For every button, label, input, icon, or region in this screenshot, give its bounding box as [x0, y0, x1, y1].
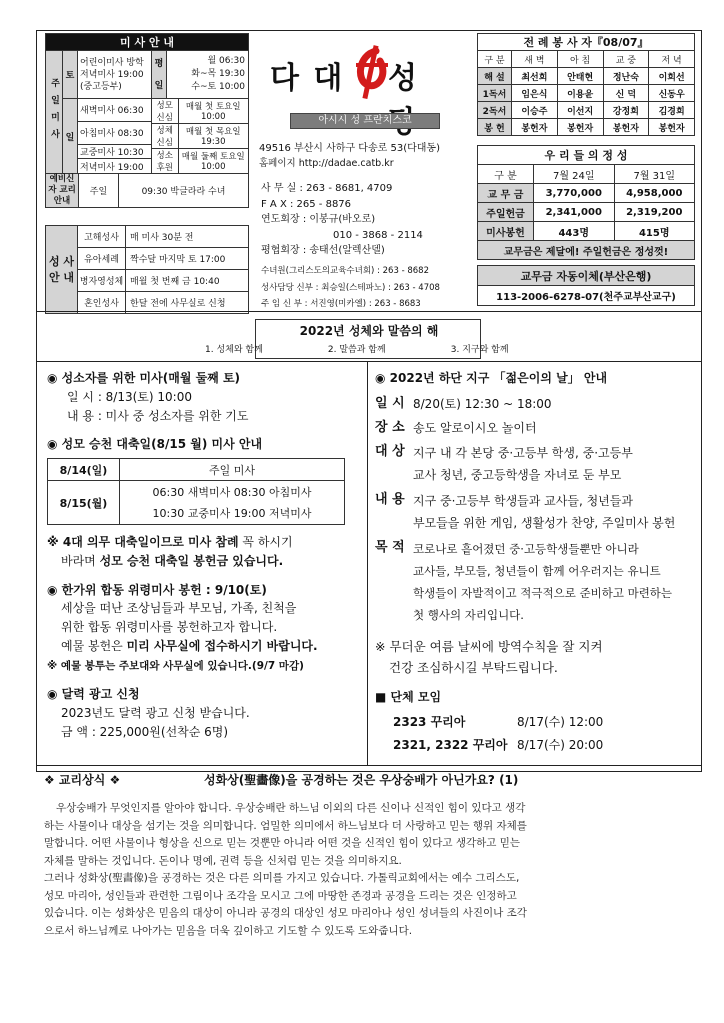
- right-column: [375, 369, 697, 757]
- transfer-account: 113-2006-6278-07(천주교부산교구): [478, 286, 695, 306]
- sunday-mass-3: 교중미사 10:30: [78, 144, 152, 159]
- saturday-label: 토: [63, 51, 78, 99]
- contact-council: 평협회장 : 송태선(알렉산델): [261, 245, 385, 256]
- offering-title: 우 리 들 의 정 성: [478, 146, 695, 165]
- servers-title: 전 례 봉 사 자『08/07』: [478, 34, 695, 51]
- sacrament-desc-3: 매월 첫 번째 금 10:40: [126, 270, 249, 292]
- offering-h2: 7월 31일: [614, 165, 695, 184]
- divider-mid: [37, 361, 701, 362]
- vocation-mass-title: ◉ 성소자를 위한 미사(매월 둘째 토): [47, 371, 241, 385]
- group-meeting-item: 2323 꾸리아 8/17(수) 12:00: [393, 715, 604, 729]
- catechumen-label: 예비신자 교리안내: [46, 174, 79, 208]
- liturgy-servers-box: [477, 33, 695, 136]
- extra-convent: 수녀원(그리스도의교육수녀회) : 263 - 8682: [261, 266, 429, 276]
- contact-yeondo: 연도회장 : 이봉규(바오로): [261, 214, 376, 225]
- catechism-label: ❖ 교리상식 ❖: [44, 773, 121, 787]
- sacrament-box: [45, 225, 249, 314]
- sacrament-name-1: 고해성사: [78, 226, 126, 248]
- weekday-masses: 월 06:30 화~목 19:30 수~토 10:00: [167, 51, 249, 99]
- patron-name: 아시시 성 프란치스코: [318, 115, 412, 126]
- auto-transfer-box: [477, 265, 695, 306]
- youth-day-item: 대 상 지구 내 각 본당 중·고등부 학생, 중·고등부 교사 청년, 중고등학생을 자녀로 둔 부모: [375, 444, 633, 482]
- youth-day-item: 일 시 8/20(토) 12:30 ~ 18:00: [375, 396, 552, 411]
- sacrament-name-3: 병자영성체: [78, 270, 126, 292]
- assumption-note-2: 바라며 성모 승천 대축일 봉헌금 있습니다.: [61, 554, 284, 568]
- memorial-mass-title: ◉ 한가위 합동 위령미사 봉헌 : 9/10(토): [47, 583, 267, 597]
- patron-bar: [290, 113, 440, 129]
- special-masses: 성모 신심 매월 첫 토요일 10:00 성체 신심 매월 첫 목요일 19:30 성소 후원 매월 둘째 토요일 10:00: [152, 99, 249, 174]
- vocation-mass-date: 일 시 : 8/13(토) 10:00: [67, 390, 192, 404]
- calendar-ad-line-1: 2023년도 달력 광고 신청 받습니다.: [61, 706, 250, 720]
- sunday-mass-label: 주일미사: [46, 51, 63, 174]
- parish-name-left: 다 대: [270, 61, 345, 96]
- divider-bottom: [37, 765, 701, 766]
- extra-sacrament-priest: 성사담당 신부 : 최승일(스테파노) : 263 - 4708: [261, 282, 440, 293]
- sacrament-desc-4: 한달 전에 사무실로 신청: [126, 292, 249, 314]
- offering-h1: 7월 24일: [534, 165, 615, 184]
- parish-contacts: [261, 181, 423, 259]
- sunday-mass-4: 저녁미사 19:00: [78, 159, 152, 174]
- catechism-body: 우상숭배가 무엇인지를 알아야 합니다. 우상숭배란 하느님 이외의 다른 신이나 신적인 힘이 있다고 생각 하는 사물이나 대상을 섬기는 것을 의미합니다. 엄밀한 의미에서 하느님보다 더 사랑하고 믿는 행위 자체를 말합니다. 어떤 사물이나 형상을 신으로 믿는 것뿐만 아니라 어떤 것을 신적인 힘이 있다고 생각하고 믿는 자체를 말하는 것입니다. 돈이나 명예, 권력 등을 신처럼 믿는 것을 의미하지요. 그러나 성화상(聖畵像)을 공경하는 것은 다른 의미를 가지고 있습니다. 가톨릭교회에서는 예수 그리스도, 성모 마리아, 성인들과 관련한 그림이나 조각을 모시고 그에 마땅한 존경과 공경을 드리는 것은 인정하고 있습니다. 이는 성화상은 믿음의 대상이 아니라 공경의 대상인 성모 마리아나 성인 성녀들의 사진이나 조각 으로서 하느님께로 나아가는 믿음을 더욱 깊이하고 기도할 수 있도록 도와줍니다.: [44, 802, 527, 937]
- saturday-masses: 어린이미사 방학 저녁미사 19:00 (중고등부): [78, 51, 152, 99]
- servers-row: 봉 헌 봉헌자 봉헌자 봉헌자 봉헌자: [478, 119, 695, 136]
- sunday-day-label: 일: [63, 99, 78, 174]
- sunday-mass-2: 아침미사 08:30: [78, 121, 152, 144]
- youth-day-item: 장 소 송도 알로이시오 놀이터: [375, 420, 537, 435]
- offering-h0: 구 분: [478, 165, 534, 184]
- mass-title: 미 사 안 내: [46, 34, 249, 51]
- banner-item-2: 2. 말씀과 함께: [327, 345, 386, 355]
- banner-items: [205, 342, 509, 355]
- group-meeting-item: 2321, 2322 꾸리아 8/17(수) 20:00: [393, 738, 604, 752]
- contact-office: 사 무 실 : 263 - 8681, 4709: [261, 183, 393, 194]
- memorial-note: ※ 예물 봉투는 주보대와 사무실에 있습니다.(9/7 마감): [47, 660, 304, 672]
- parish-logo: [270, 45, 460, 105]
- banner-item-1: 1. 성체와 함께: [205, 345, 263, 355]
- servers-h4: 저 녁: [649, 51, 695, 68]
- offering-row: 교 무 금 3,770,000 4,958,000: [478, 184, 695, 203]
- youth-day-title: ◉ 2022년 하단 지구 「젊은이의 날」 안내: [375, 371, 608, 385]
- divider-vertical: [367, 361, 368, 765]
- vocation-mass-content: 내 용 : 미사 중 성소자를 위한 기도: [67, 409, 249, 423]
- catechism-section: [44, 771, 704, 940]
- group-meeting-list: [375, 711, 697, 757]
- parish-address: 49516 부산시 사하구 다송로 53(다대동): [259, 143, 440, 154]
- parish-extra: [261, 263, 440, 313]
- sunday-mass-1: 새벽미사 06:30: [78, 99, 152, 122]
- sacrament-name-2: 유아세례: [78, 248, 126, 270]
- youth-day-item: 내 용 지구 중·고등부 학생들과 교사들, 청년들과 부모들을 위한 게임, 생활성가 찬양, 주일미사 봉헌: [375, 492, 676, 530]
- bulletin-page: [36, 30, 702, 772]
- assumption-title: ◉ 성모 승천 대축일(8/15 월) 미사 안내: [47, 437, 263, 451]
- banner-item-3: 3. 지구와 함께: [450, 345, 509, 355]
- group-meeting-title: ■ 단체 모임: [375, 690, 442, 704]
- youth-day-item: 목 적 코로나로 흩어졌던 중·고등학생들뿐만 아니라 교사들, 부모들, 청년들이 함께 어우러지는 유니트 학생들이 자발적이고 적극적으로 준비하고 마련하는 첫 행사의 자리입니다.: [375, 540, 673, 622]
- assumption-note-1: ※ 4대 의무 대축일이므로 미사 참례 꼭 하시기: [47, 535, 293, 549]
- sacrament-name-4: 혼인성사: [78, 292, 126, 314]
- sacrament-desc-1: 매 미사 30분 전: [126, 226, 249, 248]
- catechumen-time: 09:30 박글라라 수녀: [119, 174, 249, 208]
- parish-name-right: 성: [388, 61, 419, 96]
- offering-note: 교무금은 제달에! 주일헌금은 정성껏!: [478, 241, 695, 260]
- offering-row: 주일헌금 2,341,000 2,319,200: [478, 203, 695, 222]
- memorial-line-2: 위한 합동 위령미사를 봉헌하고자 합니다.: [61, 620, 278, 634]
- memorial-line-1: 세상을 떠난 조상님들과 부모님, 가족, 친척을: [61, 601, 297, 615]
- sacrament-label: 성 사 안 내: [46, 226, 78, 314]
- servers-row: 1독서 임은식 이용윤 신 덕 신동우: [478, 85, 695, 102]
- contact-yeondo-phone: 010 - 3868 - 2114: [333, 229, 423, 241]
- catechumen-day: 주일: [79, 174, 119, 208]
- left-column: [47, 369, 363, 742]
- banner-title: 2022년 성체와 말씀의 해: [299, 324, 439, 338]
- memorial-line-3: 예물 봉헌은 미리 사무실에 접수하시기 바랍니다.: [61, 639, 318, 653]
- servers-h2: 아 침: [557, 51, 603, 68]
- weekday-label: 평 일: [152, 51, 167, 99]
- calendar-ad-line-2: 금 액 : 225,000원(선착순 6명): [61, 725, 229, 739]
- extra-pastor: 주 임 신 부 : 서진영(미카엘) : 263 - 8683: [261, 299, 421, 309]
- parish-homepage[interactable]: 홈페이지 http://dadae.catb.kr: [259, 158, 394, 169]
- offering-box: [477, 145, 695, 260]
- servers-h0: 구 분: [478, 51, 512, 68]
- servers-row: 해 설 최선희 안태현 정난숙 이희선: [478, 68, 695, 85]
- divider-top: [37, 311, 701, 312]
- servers-row: 2독서 이승주 이선지 강정희 김경희: [478, 102, 695, 119]
- contact-fax: F A X : 265 - 8876: [261, 198, 352, 210]
- transfer-title: 교무금 자동이체(부산은행): [478, 266, 695, 286]
- summer-note: ※ 무더운 여름 날씨에 방역수칙을 잘 지켜 건강 조심하시길 부탁드립니다.: [375, 639, 603, 675]
- assumption-table: 8/14(일) 주일 미사 8/15(월) 06:30 새벽미사 08:30 아침미사 10:30 교중미사 19:00 저녁미사: [47, 458, 345, 525]
- servers-h1: 새 벽: [512, 51, 558, 68]
- servers-h3: 교 중: [603, 51, 649, 68]
- calendar-ad-title: ◉ 달력 광고 신청: [47, 687, 140, 701]
- cross-logo-icon: [346, 45, 394, 101]
- offering-row: 미사봉헌 443명 415명: [478, 222, 695, 241]
- mass-schedule-box: [45, 33, 249, 219]
- sacrament-desc-2: 짝수달 마지막 토 17:00: [126, 248, 249, 270]
- catechism-title: 성화상(聖畵像)을 공경하는 것은 우상숭배가 아닌가요? (1): [204, 773, 519, 787]
